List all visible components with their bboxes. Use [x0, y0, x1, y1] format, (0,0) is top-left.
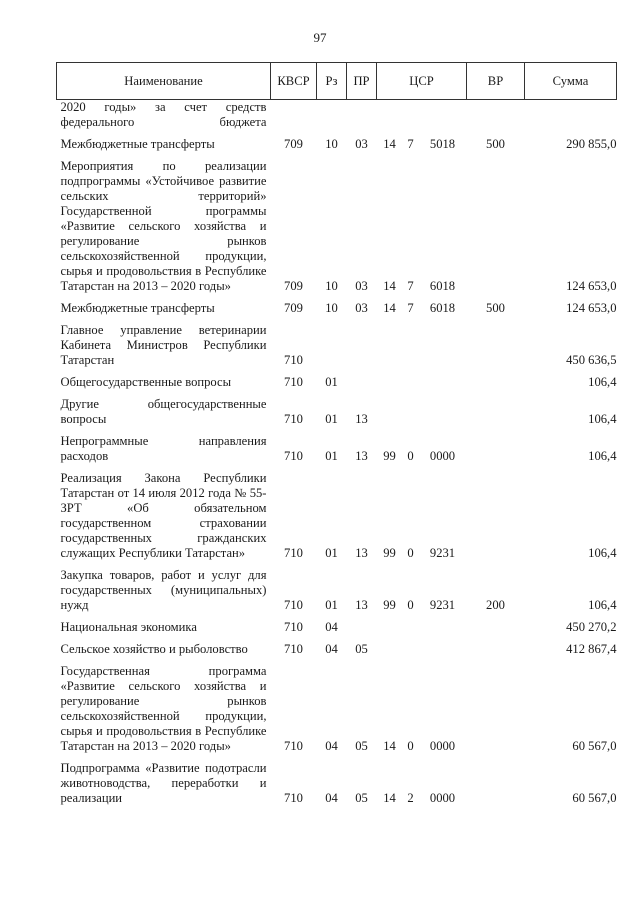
- table-row: [57, 152, 617, 294]
- row-rz: 04: [325, 620, 338, 634]
- row-rz: 10: [325, 301, 338, 315]
- row-csr-subprogram: [403, 316, 419, 368]
- row-csr-program: 99: [383, 598, 396, 612]
- row-csr-program: 99: [383, 449, 396, 463]
- row-csr-program: 14: [383, 739, 396, 753]
- row-name: Реализация Закона Республики Татарстан от 14 июля 2012 года № 55-ЗРТ «Об обязательном государственном страховании государственных гражданских служащих Республики Татарстан»: [60, 471, 267, 560]
- row-name: Государственная программа «Развитие сельского хозяйства и регулирование рынков сельскохозяйственной продукции, сырья и продовольствия в Республике Татарстан на 2013 – 2020 годы»: [60, 664, 267, 753]
- row-csr-direction: 6018: [429, 301, 456, 315]
- row-name: Мероприятия по реализации подпрограммы «Устойчивое развитие сельских территорий» Государственной программы «Развитие сельского хозяйства и регулирование рынков сельскохозяйственной продукции, сырья и продовольствия в Республике Татарстан на 2013 – 2020 годы»: [60, 159, 267, 293]
- table-row: [57, 294, 617, 316]
- row-csr-program: 14: [383, 279, 396, 293]
- row-sum: [525, 100, 617, 131]
- row-csr-direction: 0000: [429, 449, 456, 463]
- row-csr-program: [377, 635, 403, 657]
- row-kvsr: [271, 100, 317, 131]
- row-csr-program: [377, 390, 403, 427]
- row-csr-program: [377, 100, 403, 131]
- row-csr-program: 99: [383, 546, 396, 560]
- row-csr-direction: [419, 390, 467, 427]
- row-kvsr: 710: [284, 353, 303, 367]
- row-csr-subprogram: [403, 613, 419, 635]
- table-row: [57, 613, 617, 635]
- table-row: [57, 635, 617, 657]
- header-rz: Рз: [317, 63, 347, 100]
- table-row: [57, 100, 617, 131]
- row-sum: 106,4: [588, 449, 617, 463]
- row-vr: [467, 316, 525, 368]
- row-vr: [467, 100, 525, 131]
- row-csr-direction: [419, 100, 467, 131]
- row-csr-subprogram: 7: [407, 301, 414, 315]
- row-csr-program: [377, 316, 403, 368]
- row-name: Главное управление ветеринарии Кабинета Министров Республики Татарстан: [60, 323, 267, 367]
- row-csr-direction: [419, 368, 467, 390]
- row-vr: 500: [486, 137, 505, 151]
- row-name: Национальная экономика: [60, 620, 197, 634]
- row-csr-subprogram: 0: [407, 739, 414, 753]
- row-csr-program: 14: [383, 301, 396, 315]
- table-row: [57, 368, 617, 390]
- row-vr: 500: [486, 301, 505, 315]
- row-kvsr: 710: [284, 620, 303, 634]
- row-rz: [317, 100, 347, 131]
- row-csr-direction: 9231: [429, 546, 456, 560]
- row-csr-direction: [419, 316, 467, 368]
- row-pr: [347, 613, 377, 635]
- row-sum: 106,4: [588, 546, 617, 560]
- row-sum: 412 867,4: [566, 642, 617, 656]
- row-pr: 05: [355, 739, 368, 753]
- budget-table: [56, 62, 617, 806]
- row-sum: 106,4: [588, 375, 617, 389]
- row-sum: 106,4: [588, 412, 617, 426]
- row-rz: 01: [325, 412, 338, 426]
- row-kvsr: 709: [284, 279, 303, 293]
- row-csr-direction: [419, 635, 467, 657]
- row-pr: 13: [355, 412, 368, 426]
- row-kvsr: 710: [284, 375, 303, 389]
- row-rz: [317, 316, 347, 368]
- row-csr-program: 14: [383, 791, 396, 805]
- row-rz: 01: [325, 375, 338, 389]
- row-csr-subprogram: [403, 368, 419, 390]
- row-pr: 03: [355, 137, 368, 151]
- row-rz: 04: [325, 739, 338, 753]
- row-pr: 05: [355, 791, 368, 805]
- row-rz: 01: [325, 546, 338, 560]
- row-vr: [467, 390, 525, 427]
- row-sum: 60 567,0: [572, 791, 617, 805]
- row-csr-direction: 0000: [429, 739, 456, 753]
- row-kvsr: 710: [284, 546, 303, 560]
- row-csr-subprogram: 7: [407, 137, 414, 151]
- row-sum: 290 855,0: [566, 137, 617, 151]
- row-csr-direction: 9231: [429, 598, 456, 612]
- header-csr: ЦСР: [377, 63, 467, 100]
- row-csr-subprogram: 2: [407, 791, 414, 805]
- table-row: [57, 316, 617, 368]
- row-name: Межбюджетные трансферты: [60, 301, 215, 315]
- row-vr: [467, 427, 525, 464]
- row-rz: 10: [325, 279, 338, 293]
- row-vr: [467, 464, 525, 561]
- row-name: Подпрограмма «Развитие подотрасли животноводства, переработки и реализации: [60, 761, 267, 805]
- row-kvsr: 709: [284, 137, 303, 151]
- row-vr: [467, 754, 525, 806]
- row-pr: 13: [355, 598, 368, 612]
- row-rz: 10: [325, 137, 338, 151]
- row-sum: 124 653,0: [566, 279, 617, 293]
- table-row: [57, 427, 617, 464]
- header-sum: Сумма: [525, 63, 617, 100]
- table-row: [57, 390, 617, 427]
- row-kvsr: 710: [284, 739, 303, 753]
- row-csr-program: 14: [383, 137, 396, 151]
- row-vr: 200: [486, 598, 505, 612]
- header-pr: ПР: [347, 63, 377, 100]
- row-vr: [467, 152, 525, 294]
- table-row: [57, 464, 617, 561]
- row-kvsr: 710: [284, 449, 303, 463]
- row-pr: [347, 100, 377, 131]
- row-kvsr: 709: [284, 301, 303, 315]
- row-csr-subprogram: 7: [407, 279, 414, 293]
- row-pr: [347, 368, 377, 390]
- row-csr-subprogram: [403, 100, 419, 131]
- row-sum: 450 270,2: [566, 620, 617, 634]
- row-csr-subprogram: [403, 390, 419, 427]
- row-rz: 04: [325, 642, 338, 656]
- row-csr-subprogram: 0: [407, 449, 414, 463]
- row-name: Непрограммные направления расходов: [60, 434, 267, 463]
- row-kvsr: 710: [284, 412, 303, 426]
- row-name: Другие общегосударственные вопросы: [60, 397, 267, 426]
- row-sum: 106,4: [588, 598, 617, 612]
- row-vr: [467, 635, 525, 657]
- row-pr: 05: [355, 642, 368, 656]
- table-header-row: [57, 63, 617, 100]
- row-csr-subprogram: 0: [407, 598, 414, 612]
- table-row: [57, 754, 617, 806]
- row-pr: 13: [355, 449, 368, 463]
- row-csr-direction: [419, 613, 467, 635]
- header-name: Наименование: [57, 63, 271, 100]
- row-csr-direction: 5018: [429, 137, 456, 151]
- row-sum: 124 653,0: [566, 301, 617, 315]
- row-kvsr: 710: [284, 642, 303, 656]
- row-rz: 04: [325, 791, 338, 805]
- row-sum: 60 567,0: [572, 739, 617, 753]
- row-rz: 01: [325, 598, 338, 612]
- row-pr: 13: [355, 546, 368, 560]
- row-name: Закупка товаров, работ и услуг для государственных (муниципальных) нужд: [60, 568, 267, 612]
- row-csr-subprogram: 0: [407, 546, 414, 560]
- row-csr-program: [377, 368, 403, 390]
- row-csr-subprogram: [403, 635, 419, 657]
- row-pr: 03: [355, 301, 368, 315]
- row-kvsr: 710: [284, 791, 303, 805]
- row-pr: [347, 316, 377, 368]
- table-body: [57, 100, 617, 807]
- header-kvsr: КВСР: [271, 63, 317, 100]
- row-vr: [467, 657, 525, 754]
- row-sum: 450 636,5: [566, 353, 617, 367]
- table-row: [57, 130, 617, 152]
- row-name: Сельское хозяйство и рыболовство: [60, 642, 248, 656]
- row-name: Межбюджетные трансферты: [60, 137, 215, 151]
- table-row: [57, 657, 617, 754]
- page-number: 97: [313, 30, 327, 45]
- row-kvsr: 710: [284, 598, 303, 612]
- row-rz: 01: [325, 449, 338, 463]
- row-csr-program: [377, 613, 403, 635]
- table-row: [57, 561, 617, 613]
- row-vr: [467, 368, 525, 390]
- row-vr: [467, 613, 525, 635]
- row-name: 2020 годы» за счет средств федерального бюджета: [60, 100, 267, 129]
- row-pr: 03: [355, 279, 368, 293]
- header-vr: ВР: [467, 63, 525, 100]
- row-csr-direction: 6018: [429, 279, 456, 293]
- row-name: Общегосударственные вопросы: [60, 375, 232, 389]
- row-csr-direction: 0000: [429, 791, 456, 805]
